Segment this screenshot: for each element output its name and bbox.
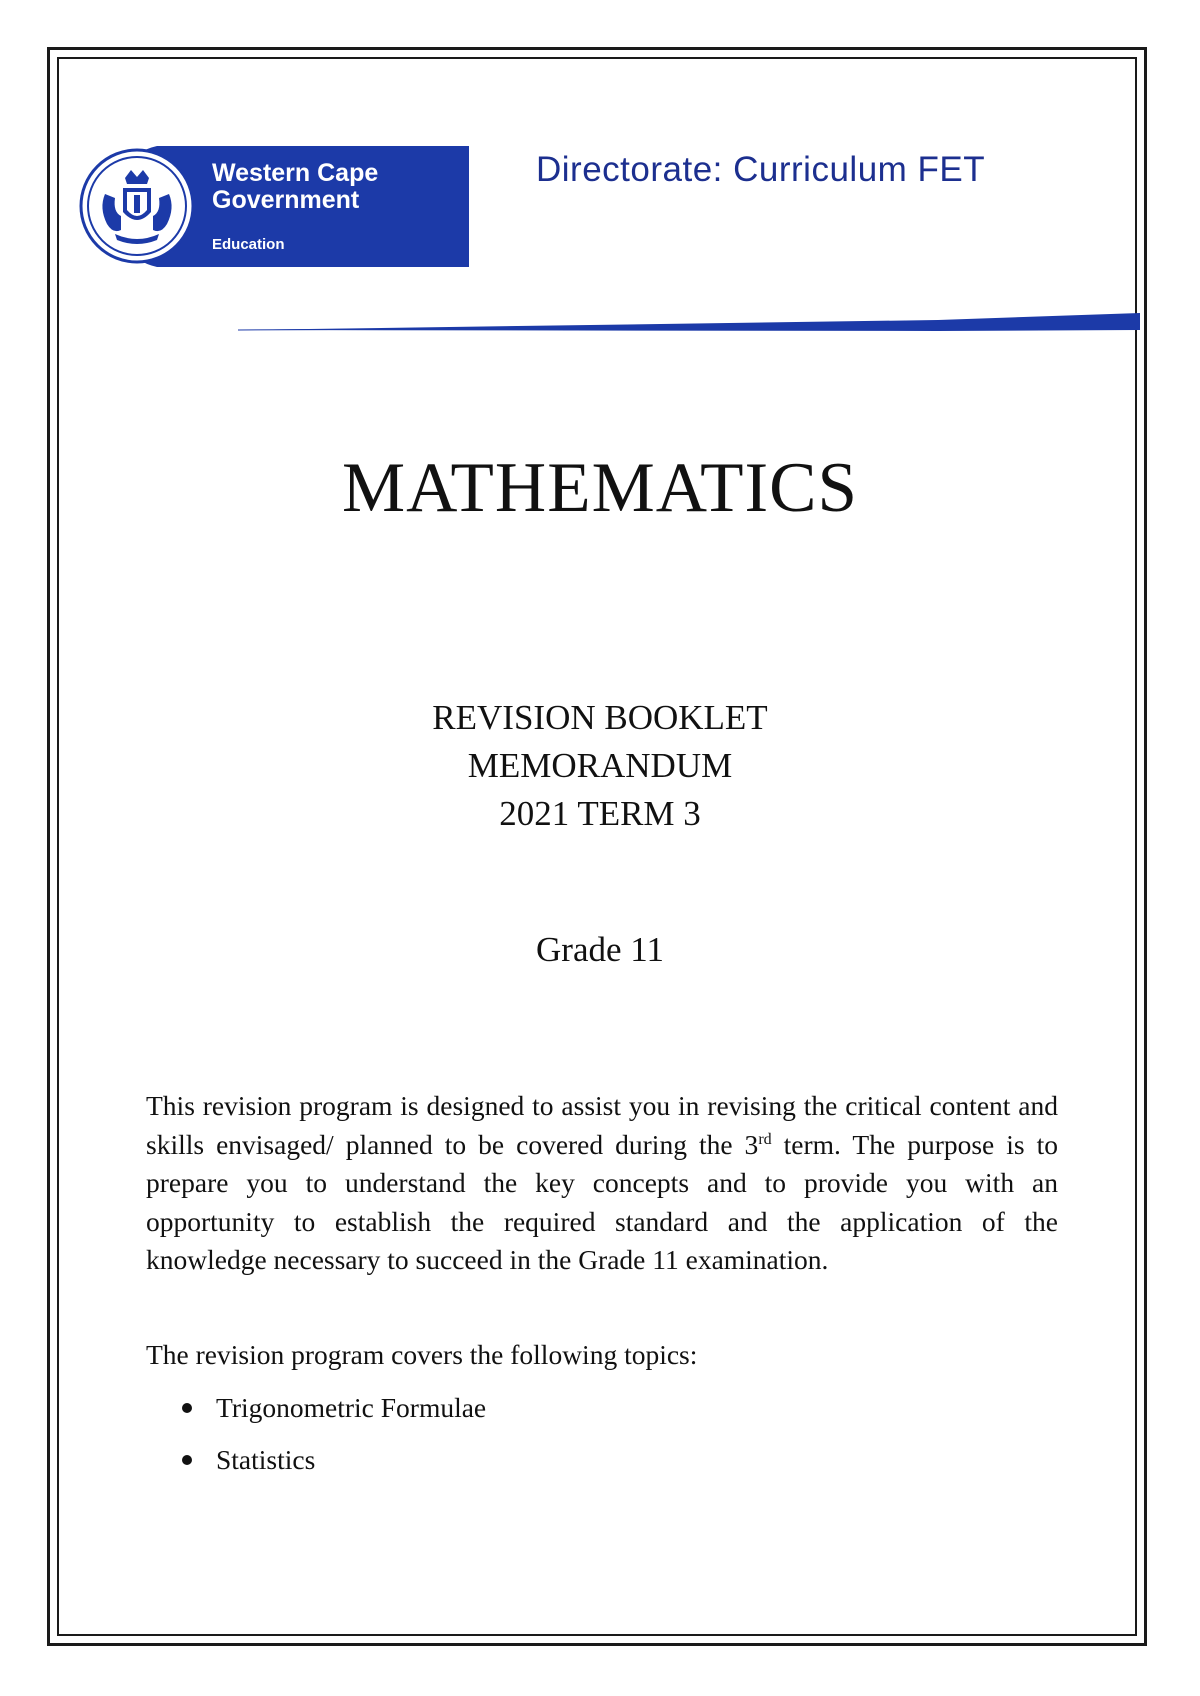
logo-subline: Education	[212, 236, 285, 253]
logo-line-1: Western Cape	[212, 159, 379, 187]
bullet-icon	[182, 1455, 192, 1465]
subtitle-line-3: 2021 TERM 3	[499, 794, 701, 833]
topic-label: Statistics	[216, 1444, 316, 1475]
intro-text-1: This revision program is designed to assist you in revising the critical content and skills envisaged/ planned to be covered during the 3	[146, 1090, 1058, 1160]
subtitle-line-1: REVISION BOOKLET	[432, 698, 768, 737]
topics-intro: The revision program covers the following topics:	[146, 1339, 698, 1370]
bullet-icon	[182, 1403, 192, 1413]
topic-item	[182, 1392, 486, 1424]
header-swoosh-divider	[238, 310, 1140, 334]
directorate-heading: Directorate: Curriculum FET	[536, 150, 986, 189]
intro-text-2: term. The purpose is to prepare you to understand the key concepts and to provide you with an opportunity to establish the required standard and the application of the knowledge necessary to succeed in the Grade 11 examination.	[146, 1128, 1059, 1276]
intro-superscript: rd	[758, 1130, 772, 1148]
logo-line-2: Government	[212, 186, 360, 214]
intro-paragraph	[146, 1087, 1058, 1280]
topic-item	[182, 1444, 315, 1476]
document-title: MATHEMATICS	[342, 449, 858, 527]
topic-label: Trigonometric Formulae	[216, 1392, 487, 1423]
grade-label: Grade 11	[536, 930, 664, 969]
logo-wordmark	[212, 160, 378, 214]
subtitle-line-2: MEMORANDUM	[467, 746, 733, 785]
